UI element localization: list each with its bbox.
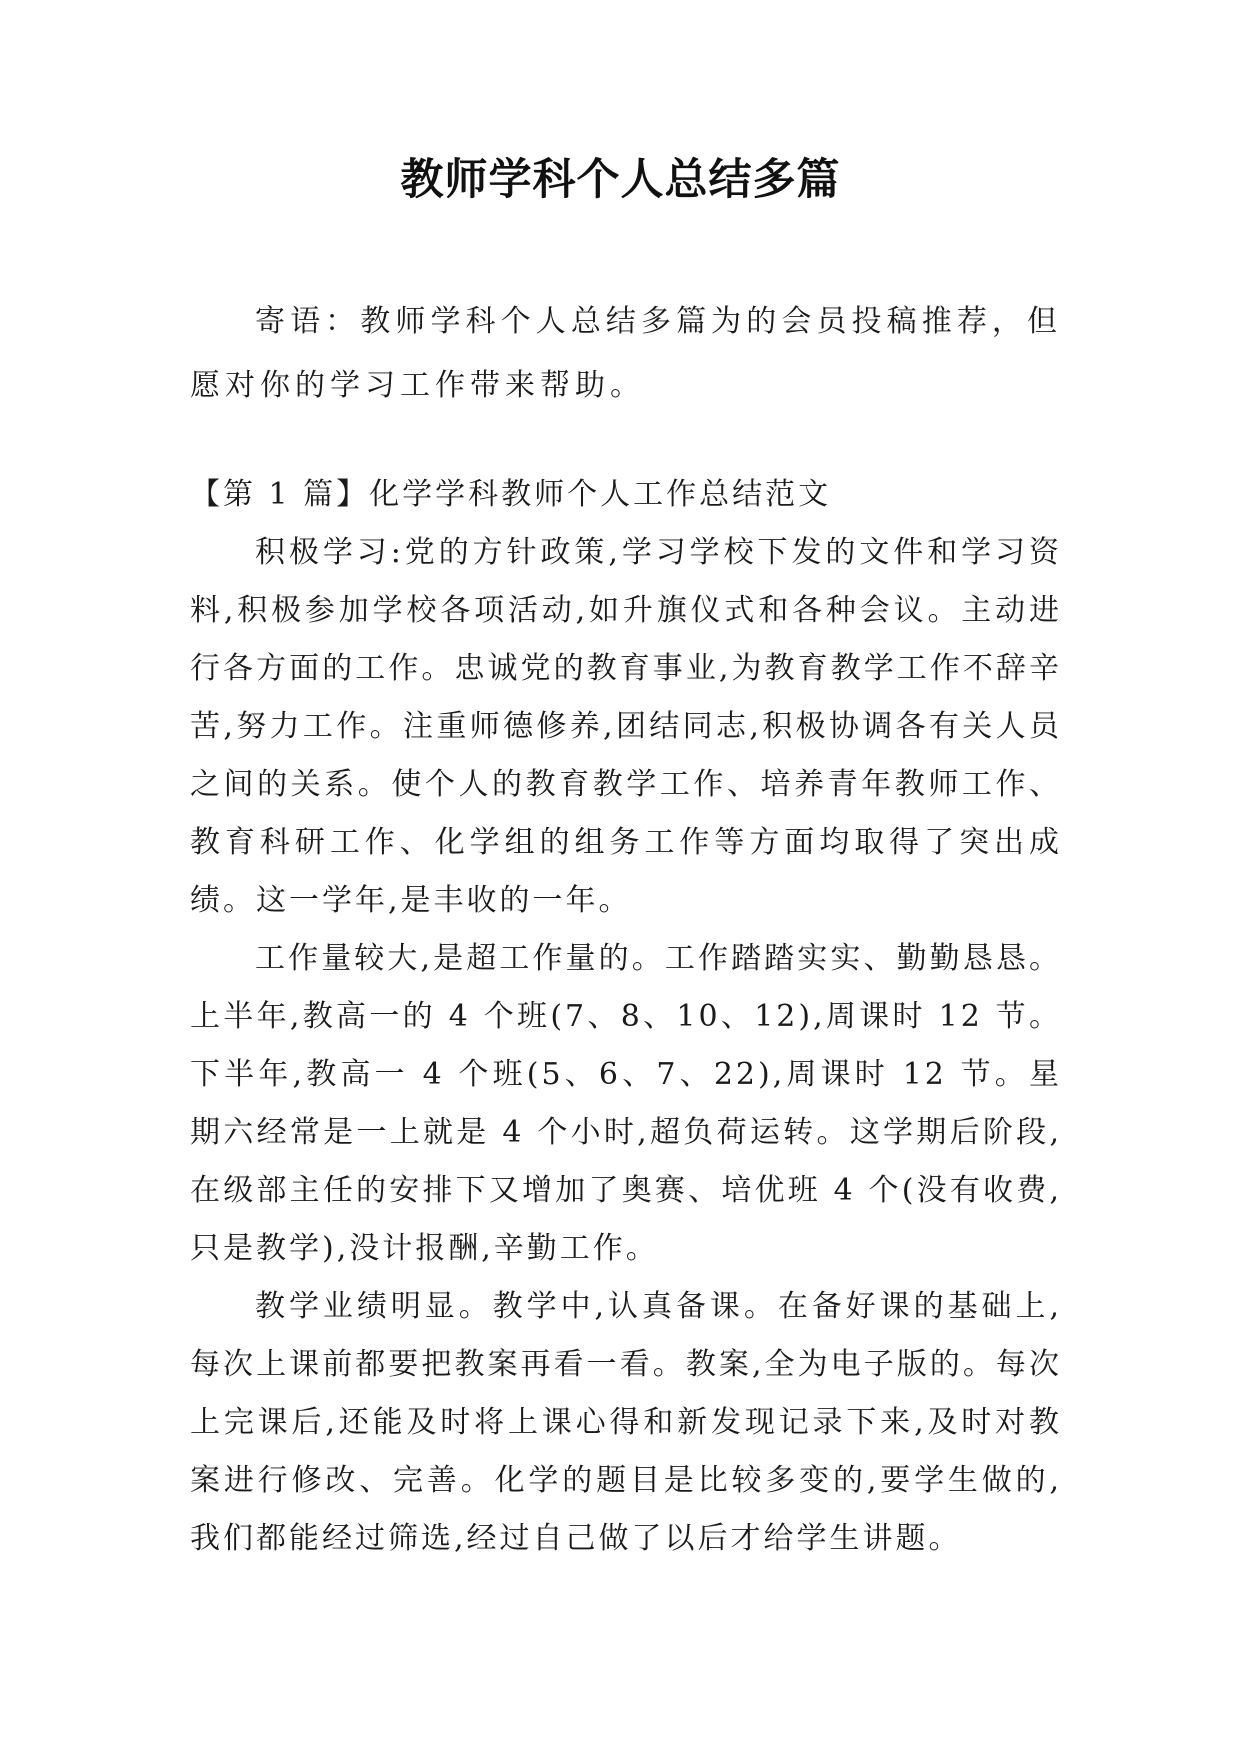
body-paragraph-3: 教学业绩明显。教学中,认真备课。在备好课的基础上,每次上课前都要把教案再看一看。教案,全为电子版的。每次上完课后,还能及时将上课心得和新发现记录下来,及时对教案进行修改、完善。化学的题目是比较多变的,要学生做的,我们都能经过筛选,经过自己做了以后才给学生讲题。 <box>190 1289 1062 1556</box>
body-paragraph-1: 积极学习:党的方针政策,学习学校下发的文件和学习资料,积极参加学校各项活动,如升旗仪式和各种会议。主动进行各方面的工作。忠诚党的教育事业,为教育教学工作不辞辛苦,努力工作。注重师德修养,团结同志,积极协调各有关人员之间的关系。使个人的教育教学工作、培养青年教师工作、教育科研工作、化学组的组务工作等方面均取得了突出成绩。这一学年,是丰收的一年。 <box>190 535 1062 918</box>
intro-paragraph: 寄语：教师学科个人总结多篇为的会员投稿推荐，但愿对你的学习工作带来帮助。 <box>190 304 1062 403</box>
section-heading: 【第 1 篇】化学学科教师个人工作总结范文 <box>190 477 832 512</box>
intro-block <box>190 290 1062 418</box>
document-title: 教师学科个人总结多篇 <box>400 155 841 205</box>
article-body <box>190 466 1062 1568</box>
body-paragraph-2: 工作量较大,是超工作量的。工作踏踏实实、勤勤恳恳。上半年,教高一的 4 个班(7、8、10、12),周课时 12 节。下半年,教高一 4 个班(5、6、7、22),周课时 12 节。星期六经常是一上就是 4 个小时,超负荷运转。这学期后阶段,在级部主任的安排下又增加了奥赛、培优班 4 个(没有收费,只是教学),没计报酬,辛勤工作。 <box>190 941 1062 1266</box>
